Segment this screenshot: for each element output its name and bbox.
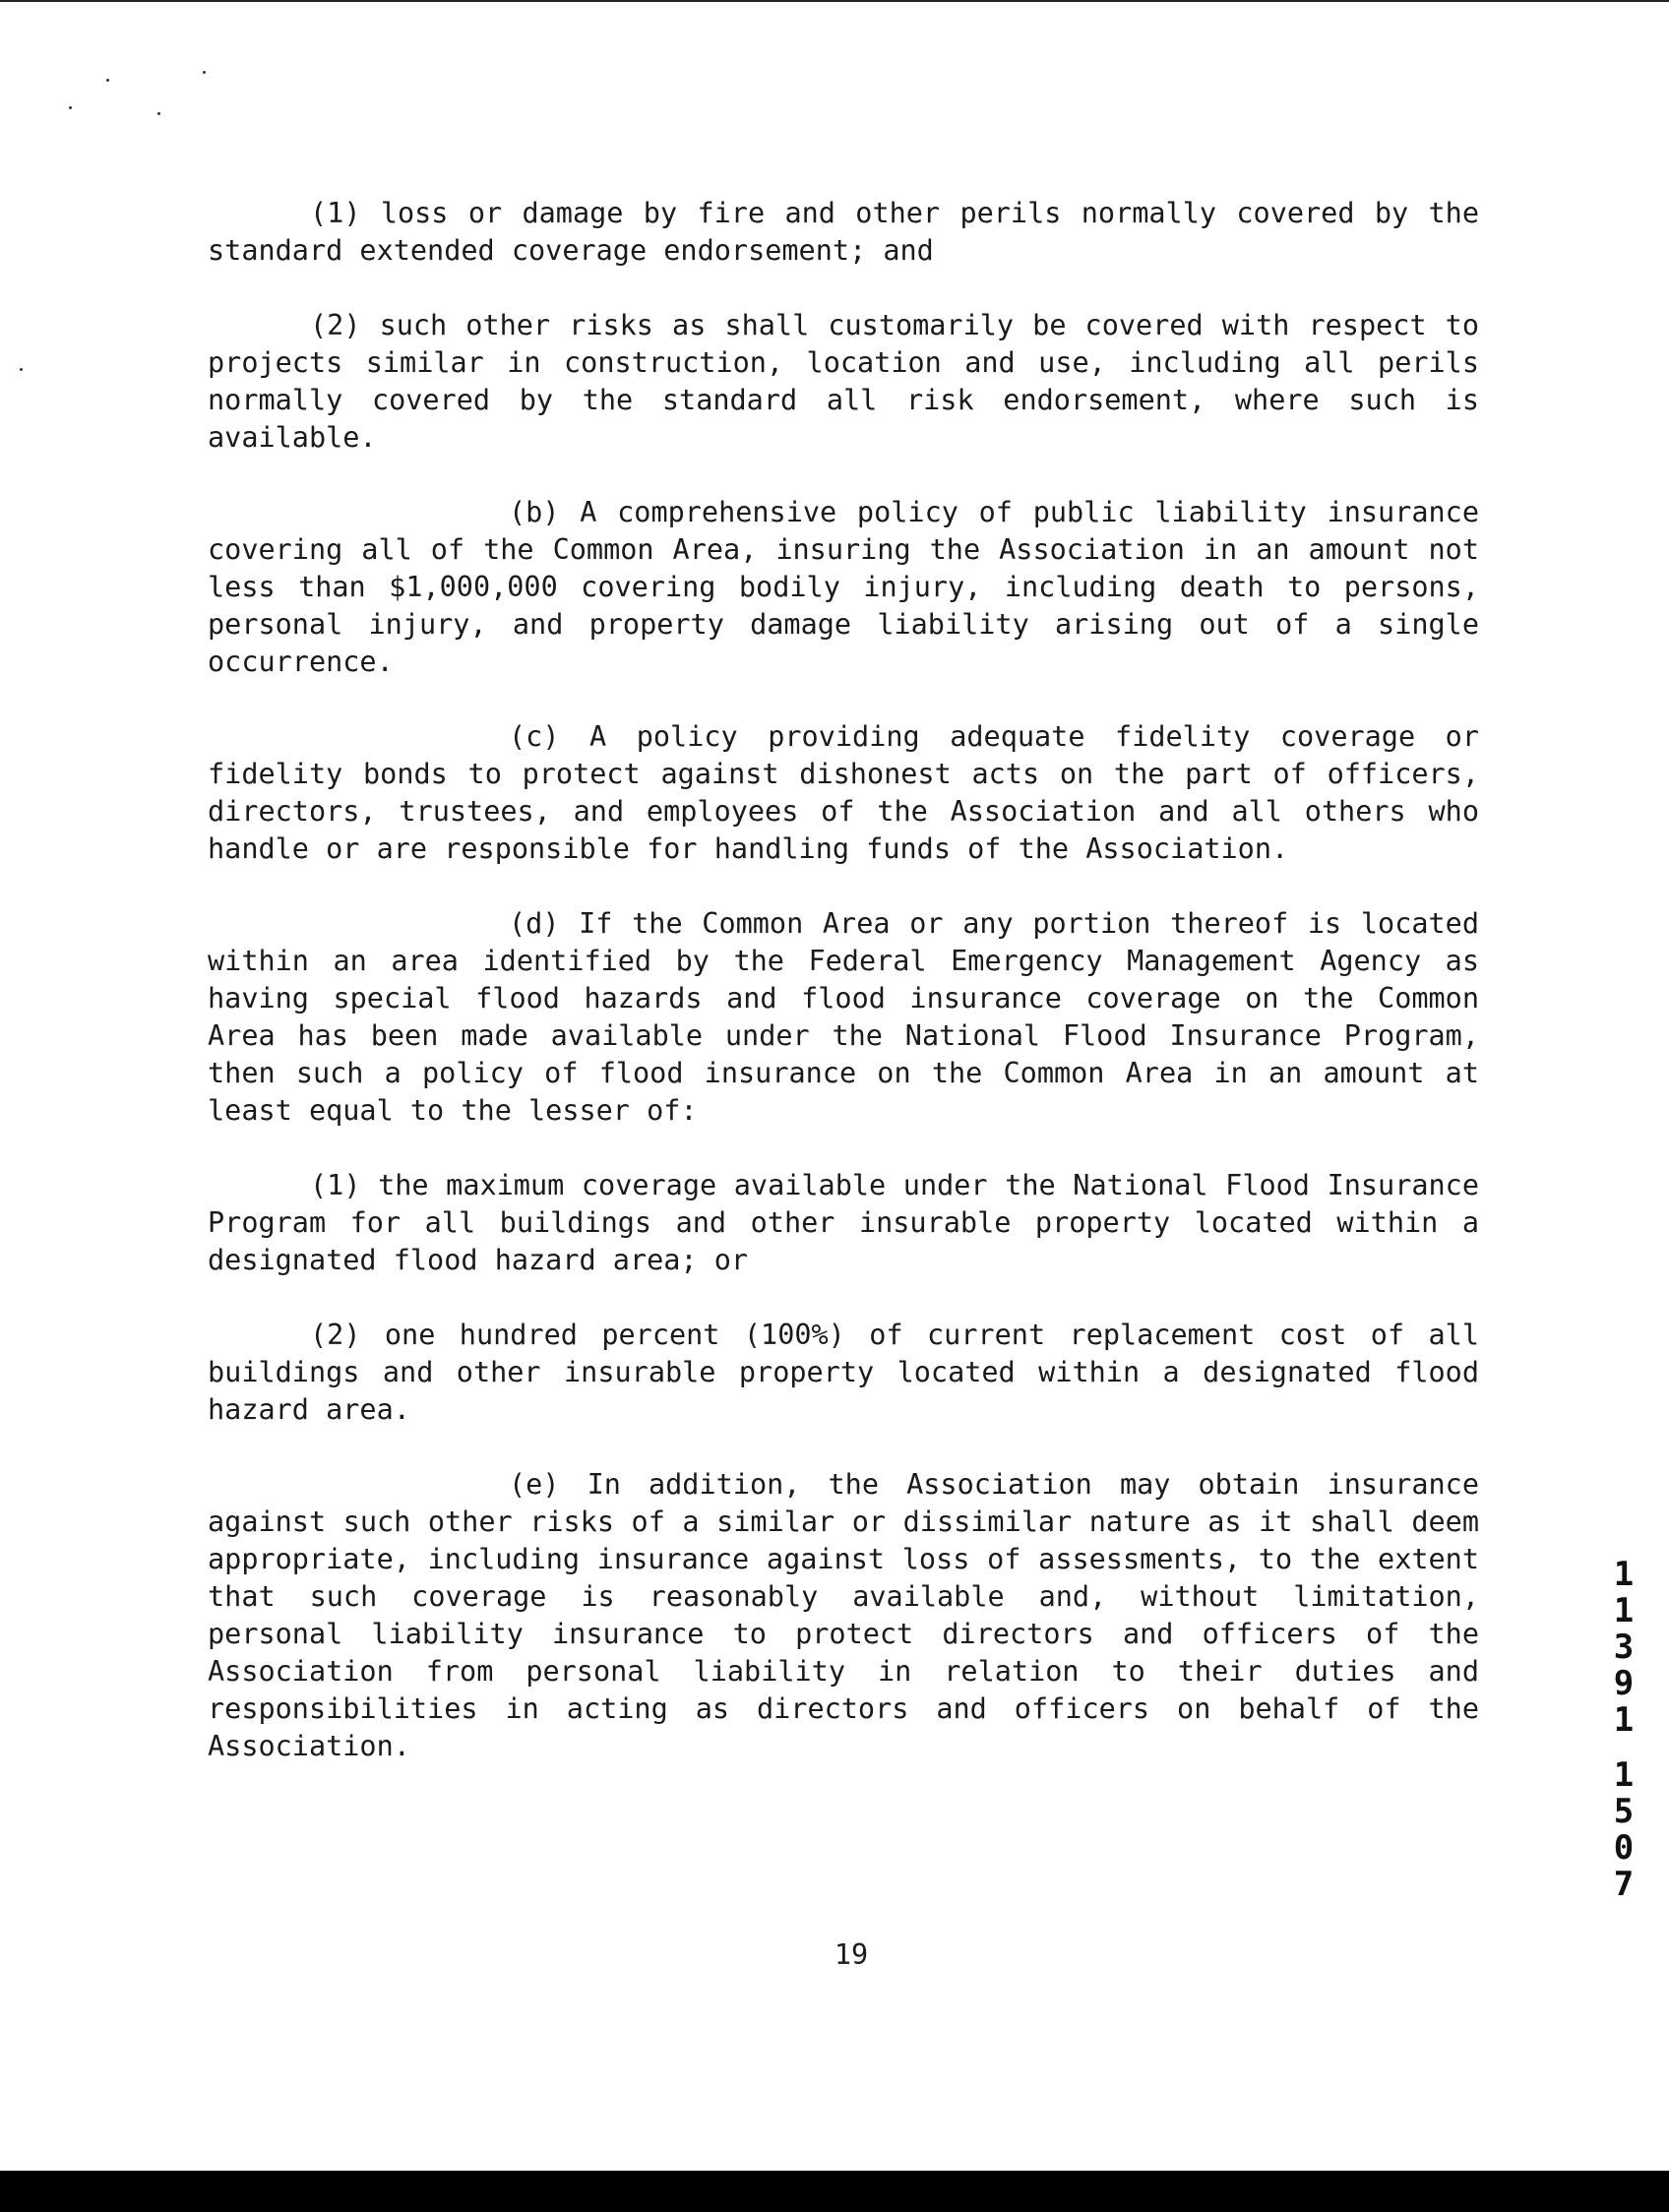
- scan-speck: [106, 79, 109, 82]
- clause-a2: (2) such other risks as shall customarily be covered with respect to projects similar in construction, location and use, including all perils normally covered by the standard all risk endorsement, where such is available.: [208, 309, 1479, 454]
- scan-speck: [20, 368, 23, 371]
- stamp-digit: 1: [1613, 1700, 1635, 1740]
- stamp-digit: 3: [1613, 1628, 1635, 1667]
- stamp-digit: 0: [1613, 1828, 1635, 1868]
- scan-top-edge: [0, 0, 1669, 2]
- margin-stamp-page: [1604, 1757, 1643, 1903]
- stamp-digit: 1: [1613, 1755, 1635, 1795]
- scan-speck: [69, 106, 72, 109]
- stamp-digit: 1: [1613, 1591, 1635, 1630]
- margin-stamp-book: [1604, 1557, 1643, 1739]
- clause-d: (d) If the Common Area or any portion thereof is located within an area identified by the Federal Emergency Management Agency as having special flood hazards and flood insurance coverage on the Common Area has been made available under the National Flood Insurance Program, then such a policy of flood insurance on the Common Area in an amount at least equal to the lesser of:: [208, 907, 1479, 1127]
- page-number: 19: [834, 1938, 869, 1971]
- stamp-digit: 9: [1613, 1664, 1635, 1703]
- clause-d2: (2) one hundred percent (100%) of current replacement cost of all buildings and other insurable property located within a designated flood hazard area.: [208, 1319, 1479, 1426]
- clause-a1: (1) loss or damage by fire and other perils normally covered by the standard extended coverage endorsement; and: [208, 197, 1479, 267]
- scan-bottom-border: [0, 2171, 1669, 2212]
- scan-speck: [203, 71, 206, 74]
- scan-speck: [157, 112, 160, 115]
- clause-e: (e) In addition, the Association may obtain insurance against such other risks of a similar or dissimilar nature as it shall deem appropriate, including insurance against loss of assessments, to the extent that such coverage is reasonably available and, without limitation, personal liability insurance to protect directors and officers of the Association from personal liability in relation to their duties and responsibilities in acting as directors and officers on behalf of the Association.: [208, 1468, 1479, 1762]
- document-body: [208, 195, 1479, 1803]
- clause-c: (c) A policy providing adequate fidelity coverage or fidelity bonds to protect against dishonest acts on the part of officers, directors, trustees, and employees of the Association and all others who handle or are responsible for handling funds of the Association.: [208, 720, 1479, 865]
- clause-d1: (1) the maximum coverage available under the National Flood Insurance Program for all buildings and other insurable property located within a designated flood hazard area; or: [208, 1169, 1479, 1276]
- stamp-digit: 5: [1613, 1792, 1635, 1831]
- stamp-digit: 7: [1613, 1865, 1635, 1904]
- stamp-digit: 1: [1613, 1555, 1635, 1594]
- clause-b: (b) A comprehensive policy of public liability insurance covering all of the Common Area, insuring the Association in an amount not less than $1,000,000 covering bodily injury, including death to persons, personal injury, and property damage liability arising out of a single occurrence.: [208, 496, 1479, 678]
